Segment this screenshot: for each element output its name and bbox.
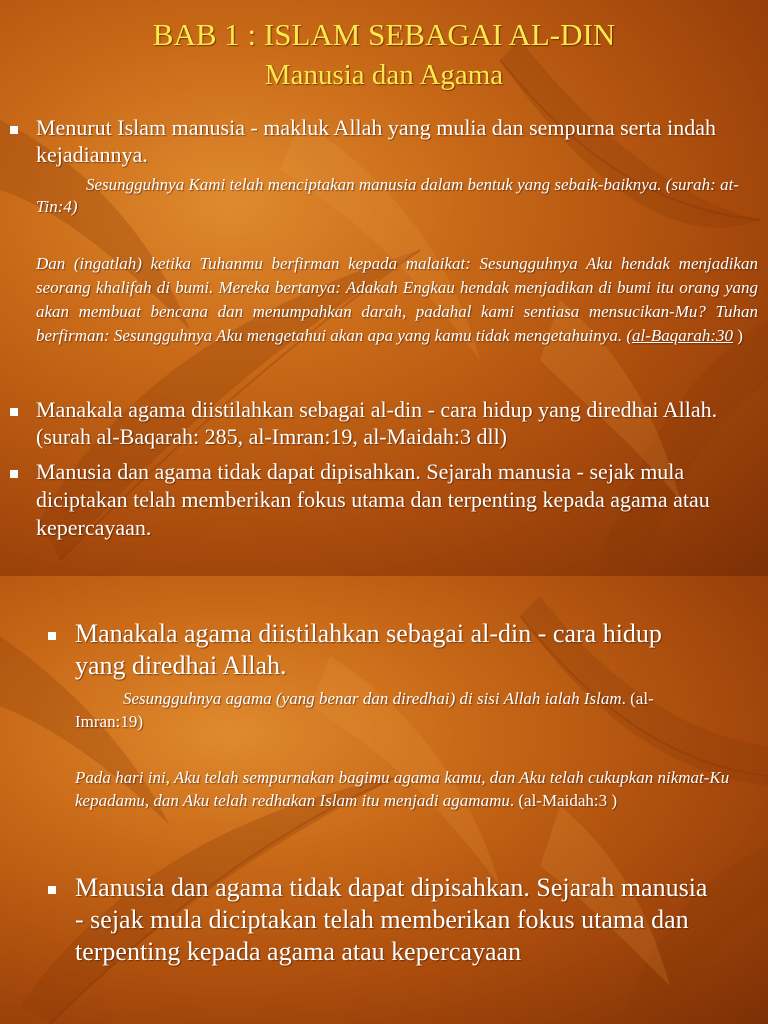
slide-subtitle: Manusia dan Agama xyxy=(264,59,504,91)
quote-text: Sesungguhnya agama (yang benar dan diredhai) di sisi Allah ialah Islam xyxy=(123,689,622,708)
quote-al-baqarah xyxy=(36,252,758,348)
square-bullet-icon xyxy=(10,408,18,416)
quote-reference: . (al-Imran:19) xyxy=(75,689,654,731)
slide-2 xyxy=(0,576,768,1024)
bullet-text: Manakala agama diistilahkan sebagai al-din - cara hidup yang diredhai Allah. (surah al-Baqarah: 285, al-Imran:19, al-Maidah:3 dll) xyxy=(36,397,718,449)
bullet-text: Manusia dan agama tidak dapat dipisahkan. Sejarah manusia - sejak mula diciptakan telah memberikan fokus utama dan terpenting kepada agama atau kepercayaan. xyxy=(36,459,710,540)
square-bullet-icon xyxy=(48,886,56,894)
quote-text: Pada hari ini, Aku telah sempurnakan bagimu agama kamu, dan Aku telah cukupkan nikmat-Ku kepadamu, dan Aku telah redhakan Islam itu menjadi agamamu xyxy=(75,768,730,810)
square-bullet-icon xyxy=(48,632,56,640)
bullet-text: Manusia dan agama tidak dapat dipisahkan. Sejarah manusia - sejak mula diciptakan telah memberikan fokus utama dan terpenting kepada agama atau kepercayaan xyxy=(75,873,708,966)
quote-al-imran xyxy=(75,687,715,733)
square-bullet-icon xyxy=(10,126,18,134)
quote-reference: . (al-Maidah:3 ) xyxy=(509,791,618,810)
bullet-text: Menurut Islam manusia - makluk Allah yang mulia dan sempurna serta indah kejadiannya. xyxy=(36,115,717,167)
quote-al-maidah xyxy=(75,766,735,812)
square-bullet-icon xyxy=(10,470,18,478)
quote-text: Dan (ingatlah) ketika Tuhanmu berfirman kepada malaikat: Sesungguhnya Aku hendak menjadikan seorang khalifah di bumi. Mereka bertanya: Adakah Engkau hendak menjadikan di bumi itu orang yang akan membuat bencana dan menumpahkan darah, padahal kami sentiasa mensucikan-Mu? Tuhan berfirman: Sesungguhnya Aku mengetahui akan apa yang kamu tidak mengetahuinya. ( xyxy=(36,254,758,345)
slide-title: BAB 1 : ISLAM SEBAGAI AL-DIN xyxy=(152,17,616,52)
quote-at-tin: Sesungguhnya Kami telah menciptakan manusia dalam bentuk yang sebaik-baiknya. (surah: at-Tin:4) xyxy=(36,175,739,216)
quote-close: ) xyxy=(733,326,743,345)
bullet-text: Manakala agama diistilahkan sebagai al-din - cara hidup yang diredhai Allah. xyxy=(75,619,662,680)
quote-reference-link[interactable]: al-Baqarah:30 xyxy=(631,326,734,345)
